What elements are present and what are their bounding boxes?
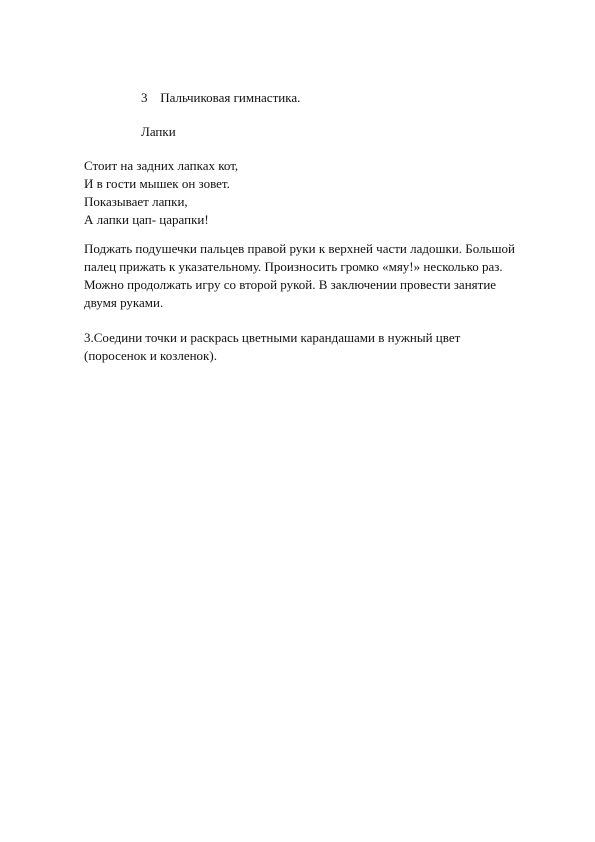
poem-line: Стоит на задних лапках кот, (84, 158, 239, 173)
instruction-line: палец прижать к указательному. Произносить громко «мяу!» несколько раз. (84, 259, 503, 274)
task-line: (поросенок и козленок). (84, 348, 217, 363)
section-title: Пальчиковая гимнастика. (160, 90, 301, 105)
task-line: 3.Соедини точки и раскрась цветными карандашами в нужный цвет (84, 330, 461, 345)
subtitle: Лапки (141, 124, 176, 139)
poem (84, 157, 524, 229)
instruction-paragraph (84, 240, 546, 312)
section-number: 3 (141, 90, 148, 105)
poem-line: И в гости мышек он зовет. (84, 176, 230, 191)
poem-line: Показывает лапки, (84, 194, 188, 209)
instruction-line: Поджать подушечки пальцев правой руки к верхней части ладошки. Большой (84, 241, 515, 256)
task-paragraph (84, 329, 546, 365)
instruction-line: двумя руками. (84, 295, 164, 310)
poem-line: А лапки цап- царапки! (84, 212, 209, 227)
section-heading (141, 89, 521, 107)
instruction-line: Можно продолжать игру со второй рукой. В заключении провести занятие (84, 277, 497, 292)
